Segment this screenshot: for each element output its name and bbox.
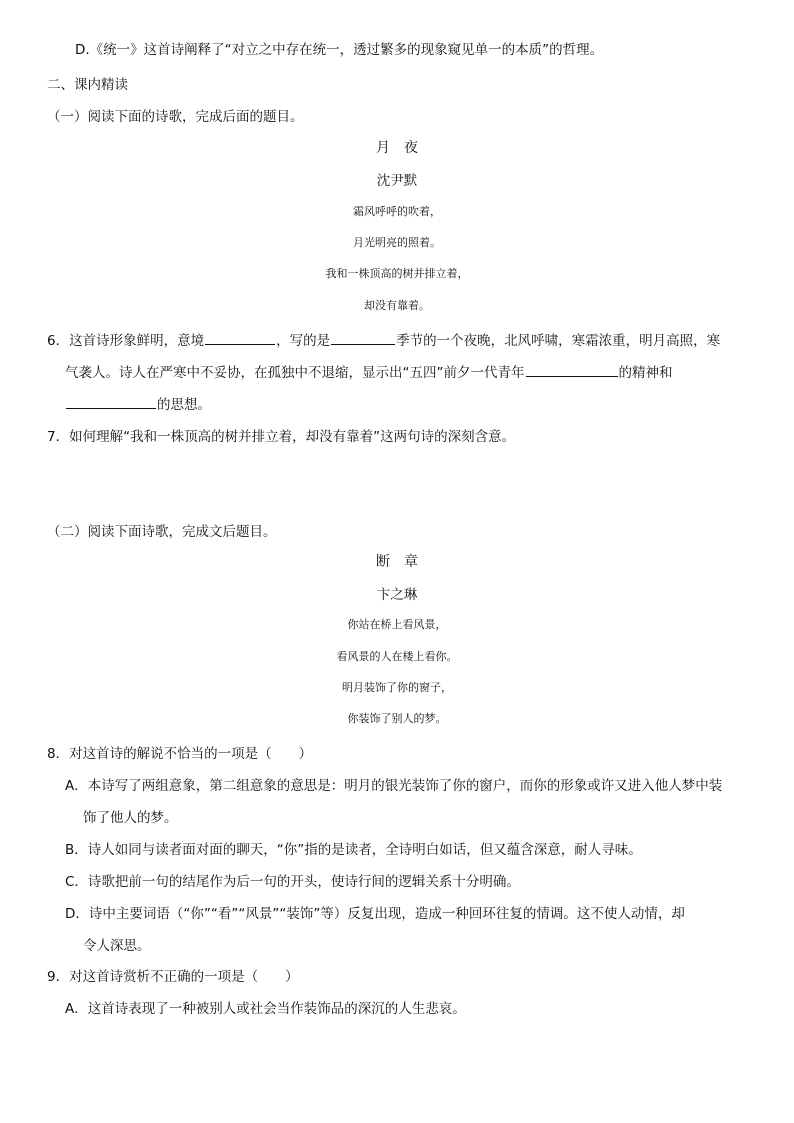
section-title: 二、课内精读 (47, 77, 128, 93)
q8-option-d: D．诗中主要词语（“你”“看”“风景”“装饰”等）反复出现，造成一种回环往复的情调。这不使人动情，却 (65, 906, 685, 922)
poem1-line: 月光明亮的照着。 (353, 236, 441, 249)
q9-option-a: A．这首诗表现了一种被别人或社会当作装饰品的深沉的人生悲哀。 (65, 1001, 466, 1017)
q6-text: 6．这首诗形象鲜明，意境 (47, 333, 205, 349)
poem2-author: 卞之琳 (376, 587, 418, 603)
poem2-line: 明月装饰了你的窗子， (342, 681, 452, 694)
q6-line-1 (47, 329, 720, 349)
q6-text: 气袭人。诗人在严寒中不妥协，在孤独中不退缩，显示出“五四”前夕一代青年 (65, 365, 525, 381)
poem2-line: 你站在桥上看风景， (347, 618, 447, 631)
poem1-line: 霜风呼呼的吹着， (353, 205, 441, 218)
q8-option-a-cont: 饰了他人的梦。 (83, 810, 178, 826)
answer-blank[interactable] (66, 407, 156, 409)
q6-text: 的思想。 (157, 397, 211, 413)
poem1-line: 却没有靠着。 (364, 299, 430, 312)
poem2-title: 断 章 (376, 554, 418, 570)
q6-line-2 (65, 361, 673, 381)
poem2-line: 看风景的人在楼上看你。 (336, 650, 458, 663)
q8-option-b: B．诗人如同与读者面对面的聊天，“你”指的是读者，全诗明白如话，但又蕴含深意，耐人寻味。 (65, 842, 642, 858)
q8-stem: 8．对这首诗的解说不恰当的一项是（ ） (47, 746, 313, 762)
part1-instruction: （一）阅读下面的诗歌，完成后面的题目。 (47, 109, 304, 125)
q9-stem: 9．对这首诗赏析不正确的一项是（ ） (47, 969, 299, 985)
part2-instruction: （二）阅读下面诗歌，完成文后题目。 (47, 524, 277, 540)
q7-question: 7．如何理解“我和一株顶高的树并排立着，却没有靠着”这两句诗的深刻含意。 (47, 429, 516, 445)
q6-line-3 (65, 393, 211, 413)
answer-blank[interactable] (331, 343, 395, 345)
poem1-author: 沈尹默 (376, 173, 418, 189)
q8-option-a: A．本诗写了两组意象，第二组意象的意思是：明月的银光装饰了你的窗户，而你的形象或许又进入他人梦中装 (65, 778, 723, 794)
q6-text: 的精神和 (618, 365, 673, 381)
q6-text: 季节的一个夜晚，北风呼啸，寒霜浓重，明月高照，寒 (396, 333, 721, 349)
poem2-line: 你装饰了别人的梦。 (347, 712, 447, 725)
q5-option-d: D.《统一》这首诗阐释了“对立之中存在统一，透过繁多的现象窥见单一的本质”的哲理。 (75, 42, 604, 58)
q8-option-d-cont: 令人深思。 (83, 938, 151, 954)
answer-blank[interactable] (205, 343, 275, 345)
q6-text: ，写的是 (276, 333, 331, 349)
q8-option-c: C．诗歌把前一句的结尾作为后一句的开头，使诗行间的逻辑关系十分明确。 (65, 874, 520, 890)
poem1-title: 月 夜 (376, 140, 418, 156)
answer-blank[interactable] (526, 375, 618, 377)
poem1-line: 我和一株顶高的树并排立着， (325, 267, 469, 280)
